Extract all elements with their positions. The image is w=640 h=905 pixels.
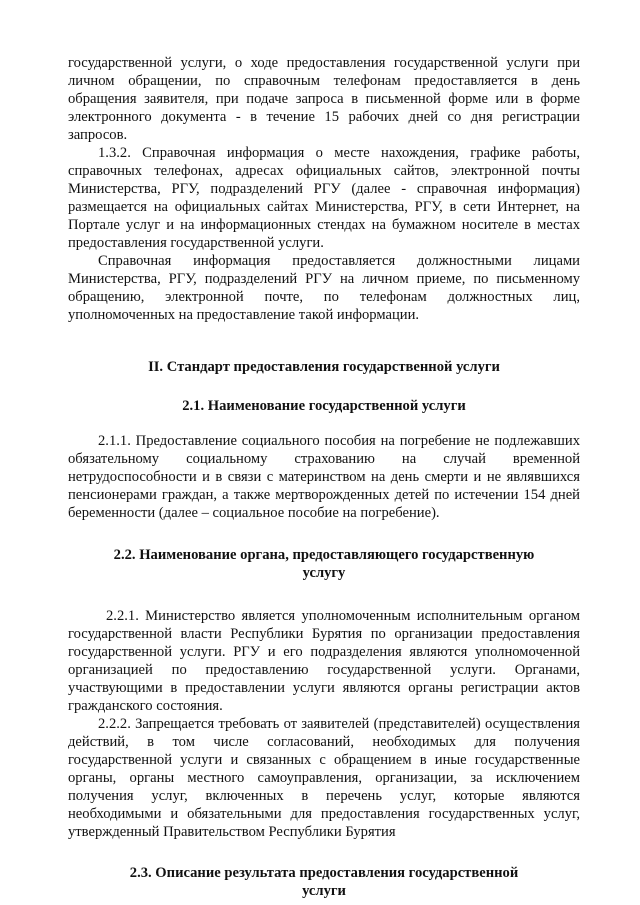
text-line: 2.2.1. Министерство является уполномоченным исполнительным органом [106,608,580,624]
section-heading-ii [68,358,580,376]
text-line: участвующими в предоставлении услуги являются органы регистрации актов [68,680,580,696]
text-line: государственной услуги и связанных с обращением в иные государственные [68,752,580,768]
heading-line: услуги [302,883,346,899]
heading-line: услугу [302,565,346,581]
text-line: Портале услуг и на информационных стендах на бумажном носителе в местах [68,217,580,233]
text-line: гражданского состояния. [68,698,223,714]
paragraph-reference-info [68,252,580,324]
text-line: действий, в том числе согласований, необходимых для получения [68,734,580,750]
document-body [68,54,580,900]
paragraph-2-2-2 [68,715,580,841]
subsection-heading-2-1 [68,397,580,415]
text-line: обязательному социальному страхованию на случай временной [68,451,580,467]
text-line: размещается на официальных сайтах Министерства, РГУ, в сети Интернет, на [68,199,580,215]
text-line: Министерства, РГУ, подразделений РГУ на личном приеме, по письменному [68,271,580,287]
text-line: беременности (далее – социальное пособие на погребение). [68,505,440,521]
text-line: Справочная информация предоставляется должностными лицами [98,253,580,269]
text-line: организацией по предоставлению государственной услуги. Органами, [68,662,580,678]
text-line: государственной власти Республики Бурятия по организации предоставления [68,626,580,642]
text-line: нетрудоспособности и в связи с материнством на день смерти и не являвшихся [68,469,580,485]
text-line: 2.1.1. Предоставление социального пособия на погребение не подлежавших [98,433,580,449]
text-line: уполномоченных на предоставление такой информации. [68,307,420,323]
text-line: справочных телефонах, адресах официальных сайтов, электронной почты [68,163,580,179]
subsection-heading-2-3 [68,864,580,900]
text-line: утвержденный Правительством Республики Бурятия [68,824,396,840]
text-line: личном обращении, по справочным телефонам предоставляется в день [68,73,580,89]
text-line: необходимыми и обязательными для предоставления государственных услуг, [68,806,580,822]
text-line: пенсионерами граждан, а также мертворожденных детей по истечении 154 дней [68,487,580,503]
text-line: обращению, электронной почте, по телефонам должностных лиц, [68,289,580,305]
heading-line: II. Стандарт предоставления государственной услуги [148,359,500,375]
heading-line: 2.3. Описание результата предоставления государственной [129,865,519,881]
text-line: предоставления государственной услуги. [68,235,324,251]
text-line: 2.2.2. Запрещается требовать от заявителей (представителей) осуществления [98,716,580,732]
paragraph-2-1-1 [68,432,580,522]
text-line: 1.3.2. Справочная информация о месте нахождения, графике работы, [98,145,580,161]
heading-line: 2.2. Наименование органа, предоставляющего государственную [113,547,535,563]
paragraph-1-3-2 [68,144,580,252]
text-line: государственной услуги, о ходе предоставления государственной услуги при [68,55,580,71]
heading-line: 2.1. Наименование государственной услуги [182,398,466,414]
text-line: электронного документа - в течение 15 рабочих дней со дня регистрации [68,109,580,125]
text-line: государственной услуги. РГУ и его подразделения являются уполномоченной [68,644,580,660]
text-line: запросов. [68,127,128,143]
paragraph-continuation [68,54,580,144]
paragraph-2-2-1 [68,607,580,715]
text-line: Министерства, РГУ, подразделений РГУ (далее - справочная информация) [68,181,580,197]
text-line: органы, органы местного самоуправления, организации, за исключением [68,770,580,786]
text-line: получения услуг, включенных в перечень услуг, которые являются [68,788,580,804]
subsection-heading-2-2 [68,546,580,582]
text-line: обращения заявителя, при подаче запроса в письменной форме или в форме [68,91,580,107]
